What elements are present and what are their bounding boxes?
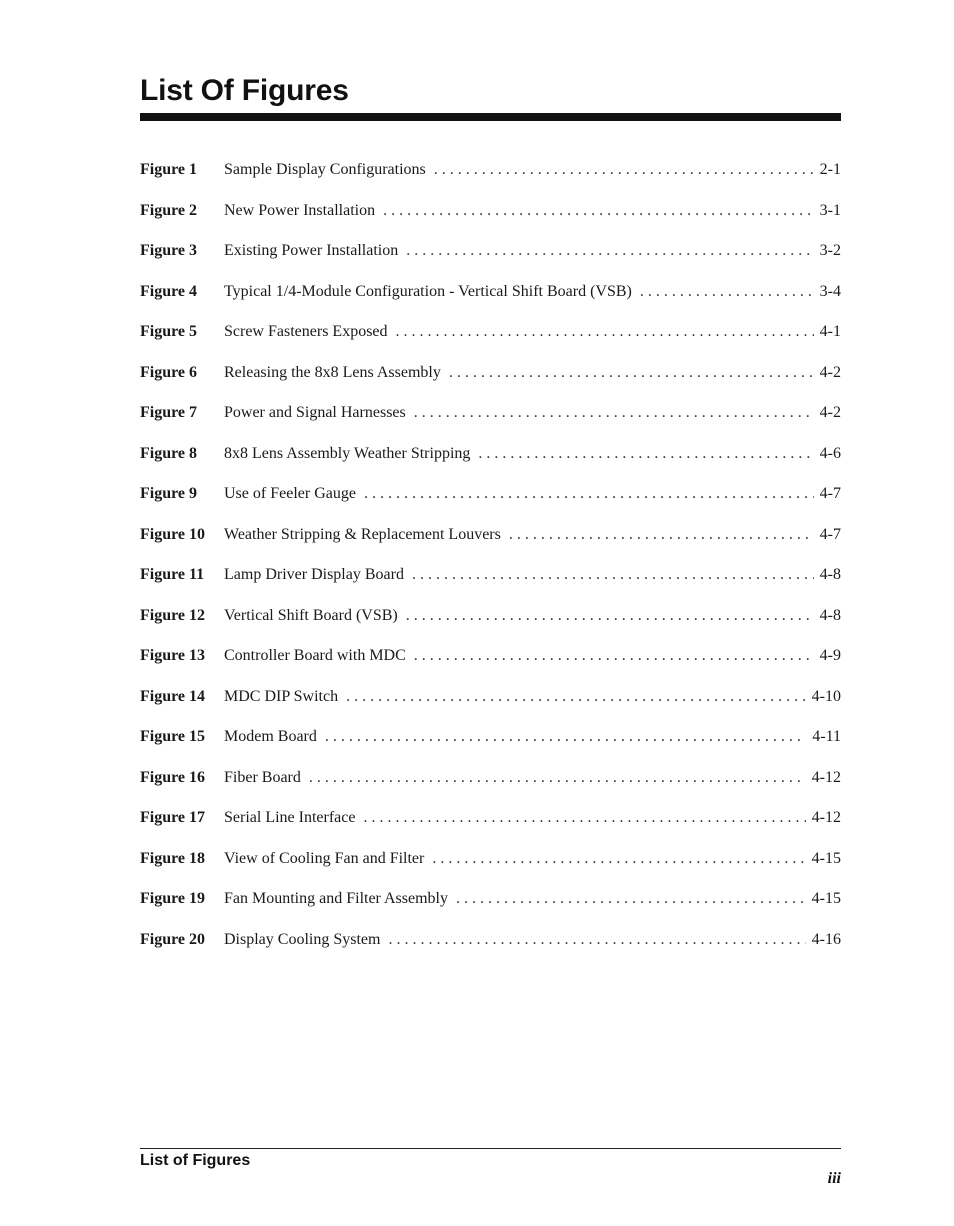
list-item[interactable] [140,521,841,562]
figure-label: Figure 14 [140,687,206,705]
list-item[interactable] [140,764,841,805]
figure-label: Figure 19 [140,890,206,907]
figure-title: Serial Line Interface [224,809,356,826]
figure-title: View of Cooling Fan and Filter [224,849,425,867]
figure-page-number: 3-1 [819,201,841,219]
figure-label: Figure 7 [140,404,198,421]
list-item[interactable] [140,237,841,278]
dot-leader [309,764,806,792]
list-item[interactable] [140,683,841,724]
list-item[interactable] [140,804,841,845]
dot-leader [434,156,814,184]
dot-leader [406,602,814,630]
figure-title: Controller Board with MDC [224,647,406,664]
footer-page-number: iii [827,1170,841,1187]
figure-page-number: 4-8 [819,566,841,583]
list-item[interactable] [140,480,841,521]
figure-title: Lamp Driver Display Board [224,566,404,583]
dot-leader [363,804,805,832]
figure-page-number: 4-8 [819,606,841,624]
figure-list [140,156,841,966]
dot-leader [388,926,805,954]
figure-page-number: 4-12 [811,809,841,826]
figure-label: Figure 6 [140,363,198,381]
list-item[interactable] [140,561,841,602]
figure-page-number: 4-6 [819,444,841,462]
dot-leader [478,440,813,468]
figure-page-number: 2-1 [819,161,841,178]
figure-page-number: 4-9 [819,647,841,664]
figure-page-number: 3-2 [819,242,841,259]
dot-leader [640,278,814,306]
figure-label: Figure 16 [140,768,206,786]
dot-leader [406,237,813,265]
figure-title: Fan Mounting and Filter Assembly [224,890,448,907]
dot-leader [432,845,805,873]
figure-label: Figure 11 [140,566,205,583]
dot-leader [383,197,814,225]
figure-label: Figure 10 [140,525,206,543]
figure-page-number: 3-4 [819,282,841,300]
list-item[interactable] [140,845,841,886]
list-item[interactable] [140,642,841,683]
dot-leader [414,642,814,670]
figure-title: Screw Fasteners Exposed [224,323,388,340]
figure-label: Figure 5 [140,323,198,340]
list-item[interactable] [140,278,841,319]
figure-title: New Power Installation [224,201,376,219]
figure-label: Figure 3 [140,242,198,259]
figure-label: Figure 9 [140,485,198,502]
figure-page-number: 4-7 [819,525,841,543]
figure-title: Modem Board [224,728,317,745]
figure-label: Figure 20 [140,930,206,948]
dot-leader [412,561,814,589]
list-item[interactable] [140,197,841,238]
list-item[interactable] [140,885,841,926]
dot-leader [456,885,806,913]
figure-label: Figure 1 [140,161,198,178]
figure-page-number: 4-11 [812,728,841,745]
figure-title: 8x8 Lens Assembly Weather Stripping [224,444,471,462]
figure-page-number: 4-12 [811,768,841,786]
figure-label: Figure 8 [140,444,198,462]
dot-leader [449,359,814,387]
dot-leader [396,318,814,346]
figure-title: Typical 1/4-Module Configuration - Vertical Shift Board (VSB) [224,282,632,300]
dot-leader [325,723,806,751]
figure-page-number: 4-16 [811,930,841,948]
list-item[interactable] [140,440,841,481]
figure-title: MDC DIP Switch [224,687,339,705]
dot-leader [509,521,814,549]
footer-rule [140,1148,841,1149]
figure-page-number: 4-2 [819,363,841,381]
figure-title: Use of Feeler Gauge [224,485,356,502]
list-item[interactable] [140,926,841,967]
figure-label: Figure 15 [140,728,206,745]
dot-leader [364,480,814,508]
list-item[interactable] [140,318,841,359]
figure-title: Vertical Shift Board (VSB) [224,606,398,624]
figure-title: Releasing the 8x8 Lens Assembly [224,363,441,381]
figure-page-number: 4-15 [811,849,841,867]
page-title: List Of Figures [140,74,349,107]
figure-page-number: 4-2 [819,404,841,421]
figure-page-number: 4-10 [811,687,841,705]
figure-page-number: 4-7 [819,485,841,502]
figure-title: Display Cooling System [224,930,381,948]
figure-label: Figure 2 [140,201,198,219]
figure-label: Figure 4 [140,282,198,300]
figure-page-number: 4-1 [819,323,841,340]
list-item[interactable] [140,399,841,440]
figure-title: Sample Display Configurations [224,161,426,178]
footer-section-title: List of Figures [140,1152,251,1169]
figure-label: Figure 18 [140,849,206,867]
list-item[interactable] [140,156,841,197]
dot-leader [414,399,814,427]
figure-title: Existing Power Installation [224,242,399,259]
figure-title: Power and Signal Harnesses [224,404,406,421]
figure-label: Figure 17 [140,809,206,826]
dot-leader [346,683,806,711]
title-rule [140,113,841,121]
list-item[interactable] [140,602,841,643]
figure-label: Figure 12 [140,606,206,624]
figure-label: Figure 13 [140,647,206,664]
figure-title: Weather Stripping & Replacement Louvers [224,525,501,543]
list-item[interactable] [140,359,841,400]
list-item[interactable] [140,723,841,764]
figure-title: Fiber Board [224,768,301,786]
figure-page-number: 4-15 [811,890,841,907]
